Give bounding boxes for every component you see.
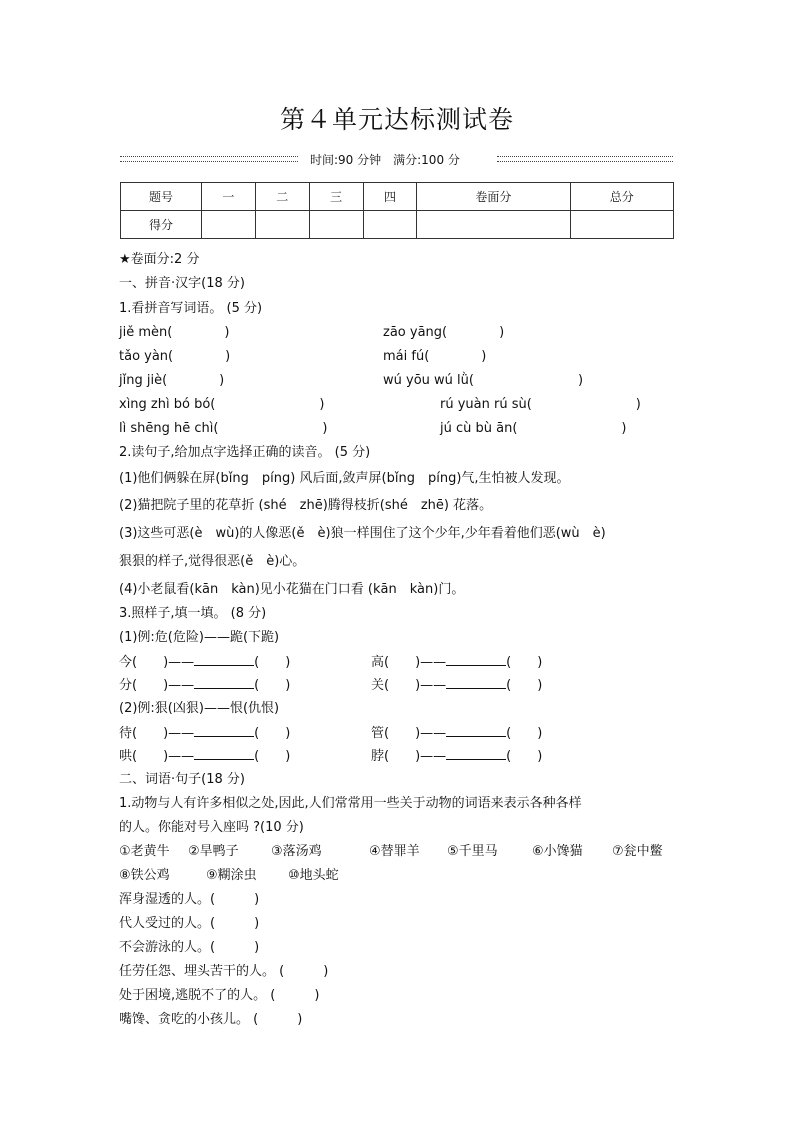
fill-row <box>119 722 290 741</box>
fill-blank[interactable] <box>446 653 506 666</box>
animal-option: ③落汤鸡 <box>271 844 322 859</box>
score-table-header-cell: 题号 <box>121 183 202 211</box>
score-input-cell[interactable] <box>309 211 363 239</box>
animal-option: ④替罪羊 <box>369 844 420 859</box>
score-input-cell[interactable] <box>255 211 309 239</box>
animal-option: ⑥小馋猫 <box>532 844 583 859</box>
fill-row <box>371 651 542 670</box>
fill-right-a: 高( )—— <box>371 655 447 670</box>
fill-row <box>371 745 542 764</box>
reading-sentence: (4)小老鼠看(kān kàn)见小花猫在门口看 (kān kàn)门。 <box>119 582 465 597</box>
score-table-header-row <box>121 183 674 211</box>
fill-left-b: ( ) <box>254 749 291 764</box>
pinyin-item[interactable]: rú yuàn rú sù( ) <box>440 397 641 412</box>
fill-left-b: ( ) <box>254 726 291 741</box>
fill-left-b: ( ) <box>254 678 291 693</box>
animal-option: ⑦瓮中鳖 <box>612 844 663 859</box>
reading-sentence: (3)这些可恶(è wù)的人像恶(ě è)狼一样围住了这个少年,少年看着他们恶(wù è) <box>119 526 606 541</box>
score-input-cell[interactable] <box>570 211 674 239</box>
fill-left-a: 哄( )—— <box>119 749 195 764</box>
fill-left-a: 分( )—— <box>119 678 195 693</box>
fill-blank[interactable] <box>446 676 506 689</box>
score-table-header-cell: 三 <box>309 183 363 211</box>
fill-row <box>371 722 542 741</box>
fill-blank[interactable] <box>194 676 254 689</box>
pinyin-item[interactable]: xìng zhì bó bó( ) <box>119 397 325 412</box>
score-table-header-cell: 一 <box>202 183 256 211</box>
example-line: (2)例:狠(凶狠)——恨(仇恨) <box>119 701 280 716</box>
pinyin-item[interactable]: zāo yāng( ) <box>383 325 505 340</box>
score-input-cell[interactable] <box>202 211 256 239</box>
match-item[interactable]: 不会游泳的人。( ) <box>119 940 260 955</box>
animal-option: ⑧铁公鸡 <box>119 868 170 883</box>
score-table-header-cell: 总分 <box>570 183 674 211</box>
animal-option: ①老黄牛 <box>119 844 170 859</box>
animal-option: ②旱鸭子 <box>188 844 239 859</box>
match-item[interactable]: 任劳任怨、埋头苦干的人。 ( ) <box>119 964 329 979</box>
reading-sentence: (1)他们俩躲在屏(bǐng píng) 风后面,敛声屏(bǐng píng)气,生怕被人发现。 <box>119 471 570 486</box>
reading-sentence: (2)猫把院子里的花草折 (shé zhē)腾得枝折(shé zhē) 花落。 <box>119 498 493 513</box>
score-table-score-row <box>121 211 674 239</box>
score-table-header-cell: 二 <box>255 183 309 211</box>
question-2-1-title-cont: 的人。你能对号入座吗 ?(10 分) <box>119 820 304 835</box>
fill-left-a: 今( )—— <box>119 655 195 670</box>
fill-row <box>119 651 290 670</box>
fill-right-b: ( ) <box>506 726 543 741</box>
animal-option: ⑨糊涂虫 <box>206 868 257 883</box>
pinyin-item[interactable]: mái fú( ) <box>383 349 487 364</box>
example-line: (1)例:危(危险)——跪(下跪) <box>119 630 280 645</box>
fill-blank[interactable] <box>446 724 506 737</box>
question-2-1-title: 1.动物与人有许多相似之处,因此,人们常常用一些关于动物的词语来表示各种各样 <box>119 796 582 811</box>
fill-left-b: ( ) <box>254 655 291 670</box>
question-1-2-title: 2.读句子,给加点字选择正确的读音。 (5 分) <box>119 445 371 460</box>
score-table-header-cell: 卷面分 <box>417 183 570 211</box>
animal-option: ⑩地头蛇 <box>288 868 339 883</box>
pinyin-item[interactable]: jú cù bù ān( ) <box>440 421 627 436</box>
question-1-3-title: 3.照样子,填一填。 (8 分) <box>119 606 267 621</box>
pinyin-item[interactable]: jiě mèn( ) <box>119 325 230 340</box>
fill-row <box>371 674 542 693</box>
fill-right-a: 脖( )—— <box>371 749 447 764</box>
fill-blank[interactable] <box>446 747 506 760</box>
fill-blank[interactable] <box>194 653 254 666</box>
decorative-divider-right <box>497 156 673 162</box>
fill-blank[interactable] <box>194 724 254 737</box>
decorative-divider-left <box>120 156 298 162</box>
match-item[interactable]: 处于困境,逃脱不了的人。 ( ) <box>119 988 320 1003</box>
section-1-title: 一、拼音·汉字(18 分) <box>119 276 245 291</box>
fill-right-b: ( ) <box>506 655 543 670</box>
fill-blank[interactable] <box>194 747 254 760</box>
fill-row <box>119 745 290 764</box>
pinyin-item[interactable]: tǎo yàn( ) <box>119 349 231 364</box>
fill-row <box>119 674 290 693</box>
match-item[interactable]: 代人受过的人。( ) <box>119 916 260 931</box>
match-item[interactable]: 浑身湿透的人。( ) <box>119 892 260 907</box>
score-table-header-cell: 四 <box>363 183 417 211</box>
question-1-1-title: 1.看拼音写词语。 (5 分) <box>119 301 263 316</box>
fill-left-a: 待( )—— <box>119 726 195 741</box>
pinyin-item[interactable]: jǐng jiè( ) <box>119 373 225 388</box>
animal-option: ⑤千里马 <box>447 844 498 859</box>
score-row-label: 得分 <box>121 211 202 239</box>
fill-right-a: 管( )—— <box>371 726 447 741</box>
time-info: 时间:90 分钟 满分:100 分 <box>310 153 460 167</box>
page-title: 第４单元达标测试卷 <box>279 105 514 134</box>
fill-right-b: ( ) <box>506 678 543 693</box>
section-2-title: 二、词语·句子(18 分) <box>119 772 245 787</box>
reading-sentence: 狠狠的样子,觉得很恶(ě è)心。 <box>119 554 306 569</box>
score-input-cell[interactable] <box>363 211 417 239</box>
match-item[interactable]: 嘴馋、贪吃的小孩儿。 ( ) <box>119 1012 303 1027</box>
score-table <box>120 182 674 239</box>
fill-right-a: 关( )—— <box>371 678 447 693</box>
fill-right-b: ( ) <box>506 749 543 764</box>
score-input-cell[interactable] <box>417 211 570 239</box>
pinyin-item[interactable]: lì shēng hē chì( ) <box>119 421 328 436</box>
pinyin-item[interactable]: wú yōu wú lǜ( ) <box>383 373 584 388</box>
neat-score-note: ★卷面分:2 分 <box>119 252 200 267</box>
